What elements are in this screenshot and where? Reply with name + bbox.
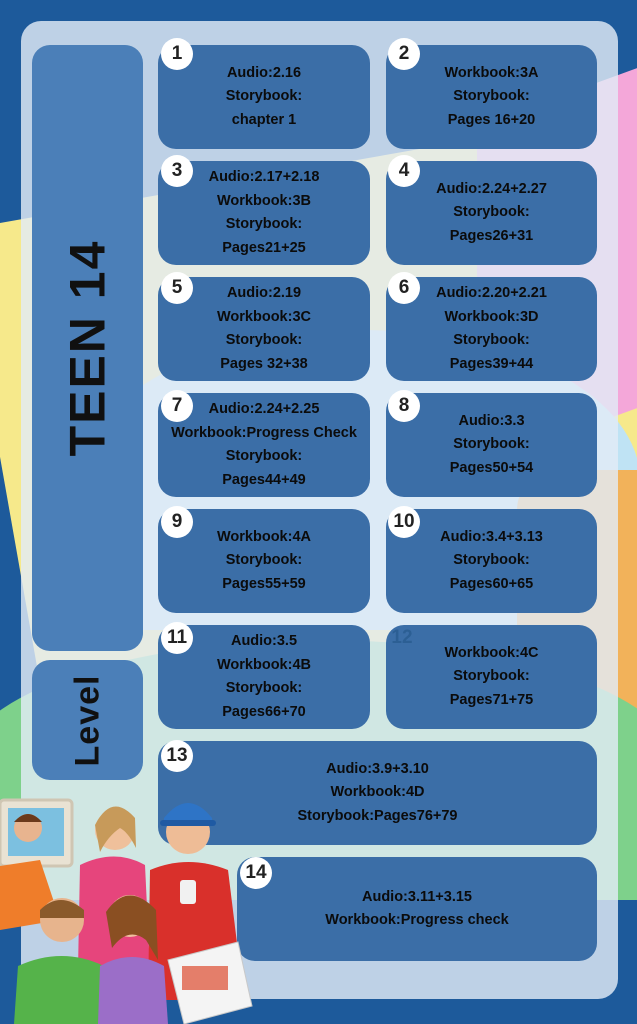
lesson-number-badge: 14 — [240, 857, 272, 889]
card-line: Pages71+75 — [449, 691, 534, 708]
card-line: Pages55+59 — [222, 575, 306, 592]
card-line: Audio:2.19 — [226, 285, 302, 301]
card-line: Audio:3.3 — [458, 412, 525, 429]
card-line: Audio:3.4+3.13 — [440, 528, 543, 545]
level-label-box — [32, 660, 143, 780]
card-line: Storybook: — [453, 552, 530, 569]
teen-title: TEEN 14 — [59, 239, 116, 457]
card-line: Storybook: — [225, 448, 303, 464]
card-line: Audio:3.5 — [230, 633, 298, 649]
lesson-number-badge: 1 — [161, 38, 193, 70]
card-line: Audio:3.11+3.15 — [361, 888, 472, 905]
card-line: Audio:2.17+2.18 — [208, 169, 320, 185]
card-line: Workbook:4A — [217, 528, 311, 545]
card-line: Storybook: — [225, 552, 303, 569]
lesson-card-14 — [237, 857, 597, 961]
card-line: Audio:2.24+2.25 — [208, 401, 320, 417]
card-line: Storybook: — [225, 216, 303, 232]
card-line: Pages44+49 — [222, 471, 306, 488]
card-line: Workbook:3D — [444, 308, 539, 325]
card-line: Audio:2.20+2.21 — [436, 285, 547, 301]
card-line: Pages66+70 — [222, 703, 306, 720]
card-line: Audio:2.24+2.27 — [436, 180, 547, 197]
lesson-number-badge: 2 — [388, 38, 420, 70]
teen-level-label — [32, 45, 143, 651]
card-line: Workbook:Progress Check — [171, 424, 357, 441]
card-line: Pages 16+20 — [447, 111, 536, 128]
lesson-number-badge: 12 — [391, 627, 413, 648]
card-line: Storybook:Pages76+79 — [297, 807, 458, 824]
card-line: Workbook:4D — [330, 784, 425, 801]
students-illustration — [0, 770, 270, 1024]
lesson-number-badge: 7 — [161, 390, 193, 422]
lesson-number-badge: 8 — [388, 390, 420, 422]
card-line: Storybook: — [453, 436, 530, 453]
card-line: Storybook: — [225, 680, 303, 696]
card-line: Pages39+44 — [449, 355, 534, 372]
card-line: Pages 32+38 — [220, 355, 308, 372]
lesson-number-badge: 5 — [161, 272, 193, 304]
card-line: Workbook:3C — [217, 308, 311, 325]
lesson-number-badge: 13 — [161, 740, 193, 772]
card-line: Storybook: — [453, 204, 530, 221]
card-line: Workbook:3B — [217, 192, 311, 209]
card-line: Pages60+65 — [449, 575, 534, 592]
card-line: Workbook:Progress check — [325, 912, 509, 928]
card-line: Workbook:3A — [444, 64, 539, 81]
card-line: Storybook: — [225, 88, 303, 105]
card-line: Storybook: — [453, 668, 530, 685]
card-line: Workbook:4C — [444, 644, 539, 661]
card-line: Pages50+54 — [449, 459, 534, 476]
lesson-number-badge: 3 — [161, 155, 193, 187]
card-line: Workbook:4B — [217, 656, 311, 673]
lesson-number-badge: 11 — [161, 622, 193, 654]
lesson-number-badge: 6 — [388, 272, 420, 304]
card-line: Audio:3.9+3.10 — [326, 760, 429, 777]
card-line: Pages26+31 — [449, 227, 534, 244]
card-line: Storybook: — [453, 88, 530, 105]
lesson-number-badge: 4 — [388, 155, 420, 187]
lesson-number-badge: 10 — [388, 506, 420, 538]
card-line: Pages21+25 — [222, 239, 306, 256]
card-line: Storybook: — [453, 332, 530, 348]
lesson-number-badge: 9 — [161, 506, 193, 538]
card-line: chapter 1 — [231, 111, 297, 128]
card-line: Storybook: — [225, 332, 303, 348]
level-title: Level — [67, 674, 106, 766]
card-line: Audio:2.16 — [226, 64, 302, 81]
